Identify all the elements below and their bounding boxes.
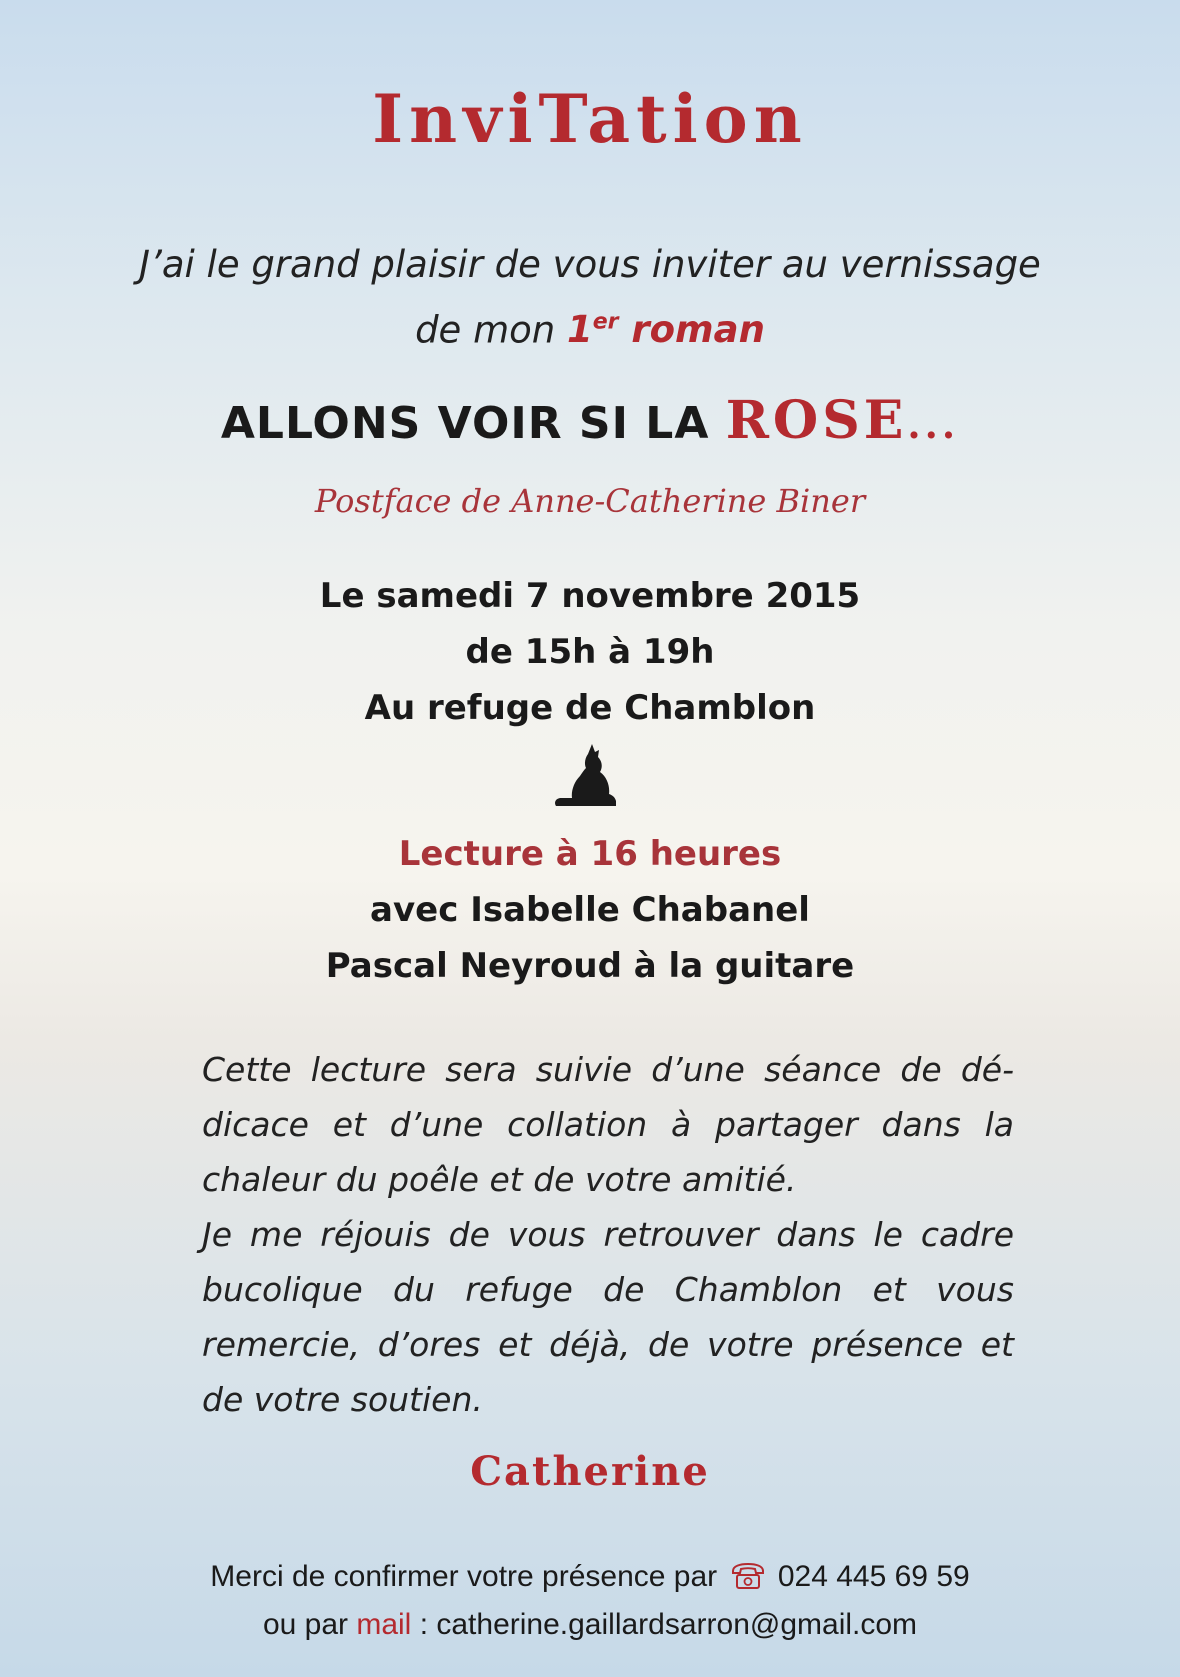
body-paragraph-2: Je me réjouis de vous retrouver dans le cadre bucolique du refuge de Chamblon et vous remercie, d’ores et déjà, de votre présence et de votre soutien.: [202, 1215, 1014, 1419]
event-details: [0, 568, 1180, 736]
ordinal-suffix: er: [592, 310, 619, 335]
lecture-details: [0, 826, 1180, 994]
event-date: Le samedi 7 novembre 2015: [319, 576, 861, 616]
signature: Catherine: [470, 1448, 710, 1495]
rsvp-mail-line: [0, 1601, 1180, 1649]
lecture-musician: Pascal Neyroud à la guitare: [325, 946, 855, 986]
invitation-body: [202, 1042, 1014, 1427]
mail-word: mail: [356, 1608, 412, 1641]
lecture-heading: Lecture à 16 heures: [398, 834, 782, 874]
event-time: de 15h à 19h: [465, 632, 715, 672]
intro-ordinal: [567, 308, 765, 351]
telephone-icon: [730, 1562, 766, 1590]
email-link[interactable]: catherine.gaillardsarron@gmail.com: [436, 1608, 918, 1641]
intro-line-2-suffix: roman: [618, 308, 765, 352]
intro-line-2: [0, 294, 1180, 359]
book-title-highlight: ROSE: [725, 390, 908, 451]
invitation-title: InviTation: [372, 80, 808, 158]
rsvp-phone-line: [0, 1553, 1180, 1601]
lecture-reader: avec Isabelle Chabanel: [370, 890, 810, 930]
intro-text: [0, 236, 1180, 359]
intro-line-2-prefix: de mon: [415, 308, 567, 352]
rsvp-phone-prefix: Merci de confirmer votre présence par: [210, 1560, 718, 1593]
phone-number-link[interactable]: 024 445 69 59: [777, 1560, 970, 1593]
book-title-ellipsis: ...: [907, 402, 960, 447]
ordinal-number: 1: [566, 308, 593, 352]
body-paragraph-1: Cette lecture sera suivie d’une séance de dé-dicace et d’une collation à partager dans la chaleur du poêle et de votre amitié.: [202, 1050, 1014, 1199]
rsvp-mail-separator: :: [411, 1608, 437, 1641]
rsvp-mail-prefix: ou par: [262, 1608, 357, 1641]
cat-silhouette-icon: [552, 740, 618, 808]
postface-credit: Postface de Anne-Catherine Biner: [314, 482, 866, 520]
rsvp-info: [0, 1553, 1180, 1649]
event-place: Au refuge de Chamblon: [364, 688, 816, 728]
book-title: [0, 390, 1180, 451]
book-title-prefix: ALLONS VOIR SI LA: [220, 398, 726, 449]
intro-line-1: J’ai le grand plaisir de vous inviter au vernissage: [139, 243, 1041, 286]
